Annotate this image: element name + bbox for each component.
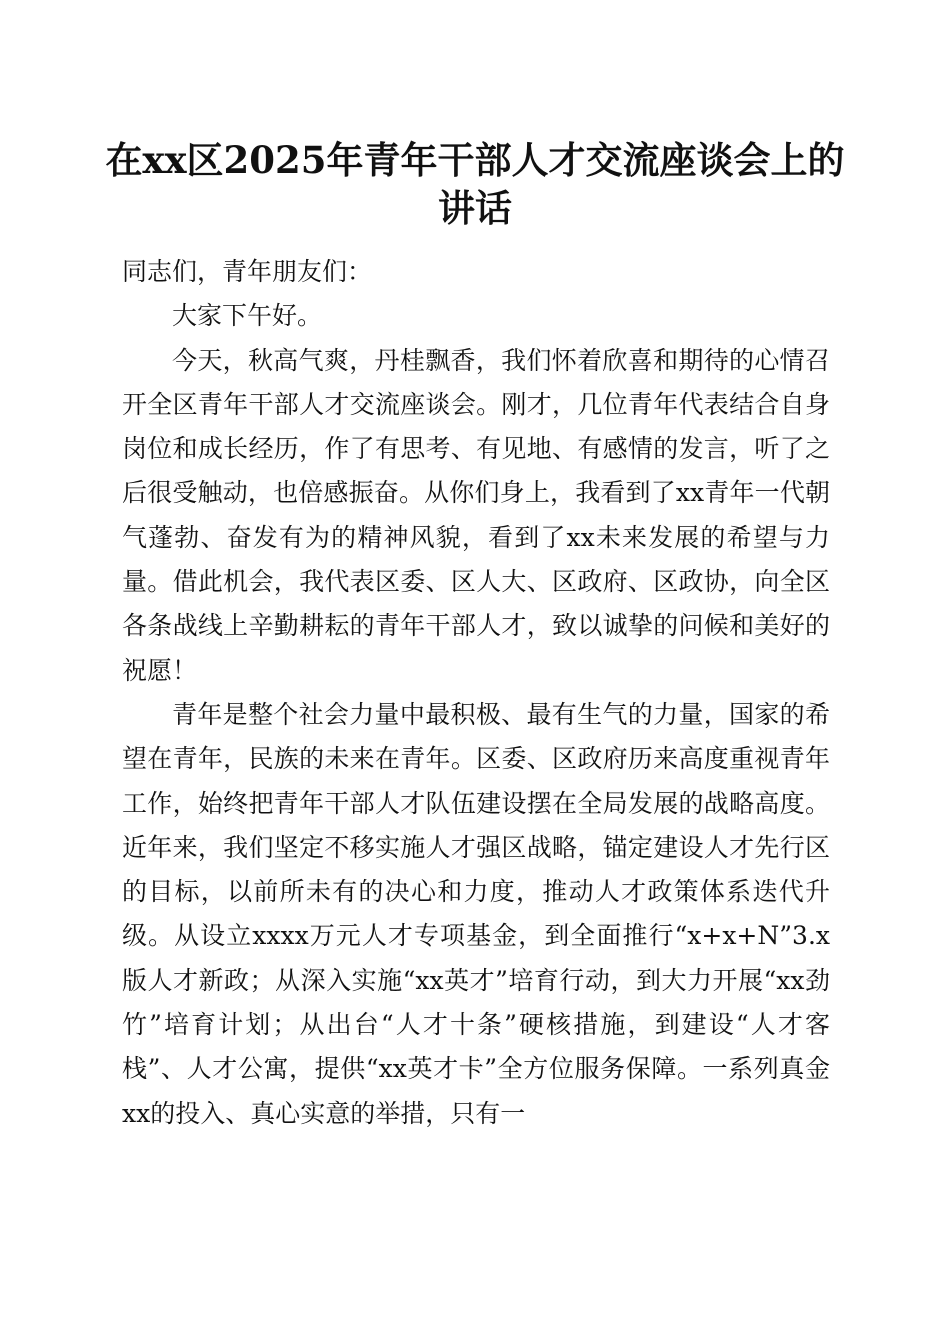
paragraph-youth-work: 青年是整个社会力量中最积极、最有生气的力量，国家的希望在青年，民族的未来在青年。区委、区政府历来高度重视青年工作，始终把青年干部人才队伍建设摆在全局发展的战略高度。近年来，我们坚定不移实施人才强区战略，锚定建设人才先行区的目标，以前所未有的决心和力度，推动人才政策体系迭代升级。从设立xxxx万元人才专项基金，到全面推行“x+x+N”3.x版人才新政；从深入实施“xx英才”培育行动，到大力开展“xx劲竹”培育计划；从出台“人才十条”硬核措施，到建设“人才客栈”、人才公寓，提供“xx英才卡”全方位服务保障。一系列真金xx的投入、真心实意的举措，只有一 (122, 699, 830, 1128)
paragraph-greeting: 大家下午好。 (172, 301, 323, 331)
document-title (100, 136, 850, 232)
paragraph-opening: 今天，秋高气爽，丹桂飘香，我们怀着欣喜和期待的心情召开全区青年干部人才交流座谈会。刚才，几位青年代表结合自身岗位和成长经历，作了有思考、有见地、有感情的发言，听了之后很受触动，也倍感振奋。从你们身上，我看到了xx青年一代朝气蓬勃、奋发有为的精神风貌，看到了xx未来发展的希望与力量。借此机会，我代表区委、区人大、区政府、区政协，向全区各条战线上辛勤耕耘的青年干部人才，致以诚挚的问候和美好的祝愿！ (122, 345, 830, 685)
document-body (122, 250, 830, 1136)
title-line-2: 讲话 (438, 186, 512, 230)
salutation: 同志们，青年朋友们： (122, 257, 373, 286)
title-line-1: 在xx区2025年青年干部人才交流座谈会上的 (105, 138, 845, 182)
